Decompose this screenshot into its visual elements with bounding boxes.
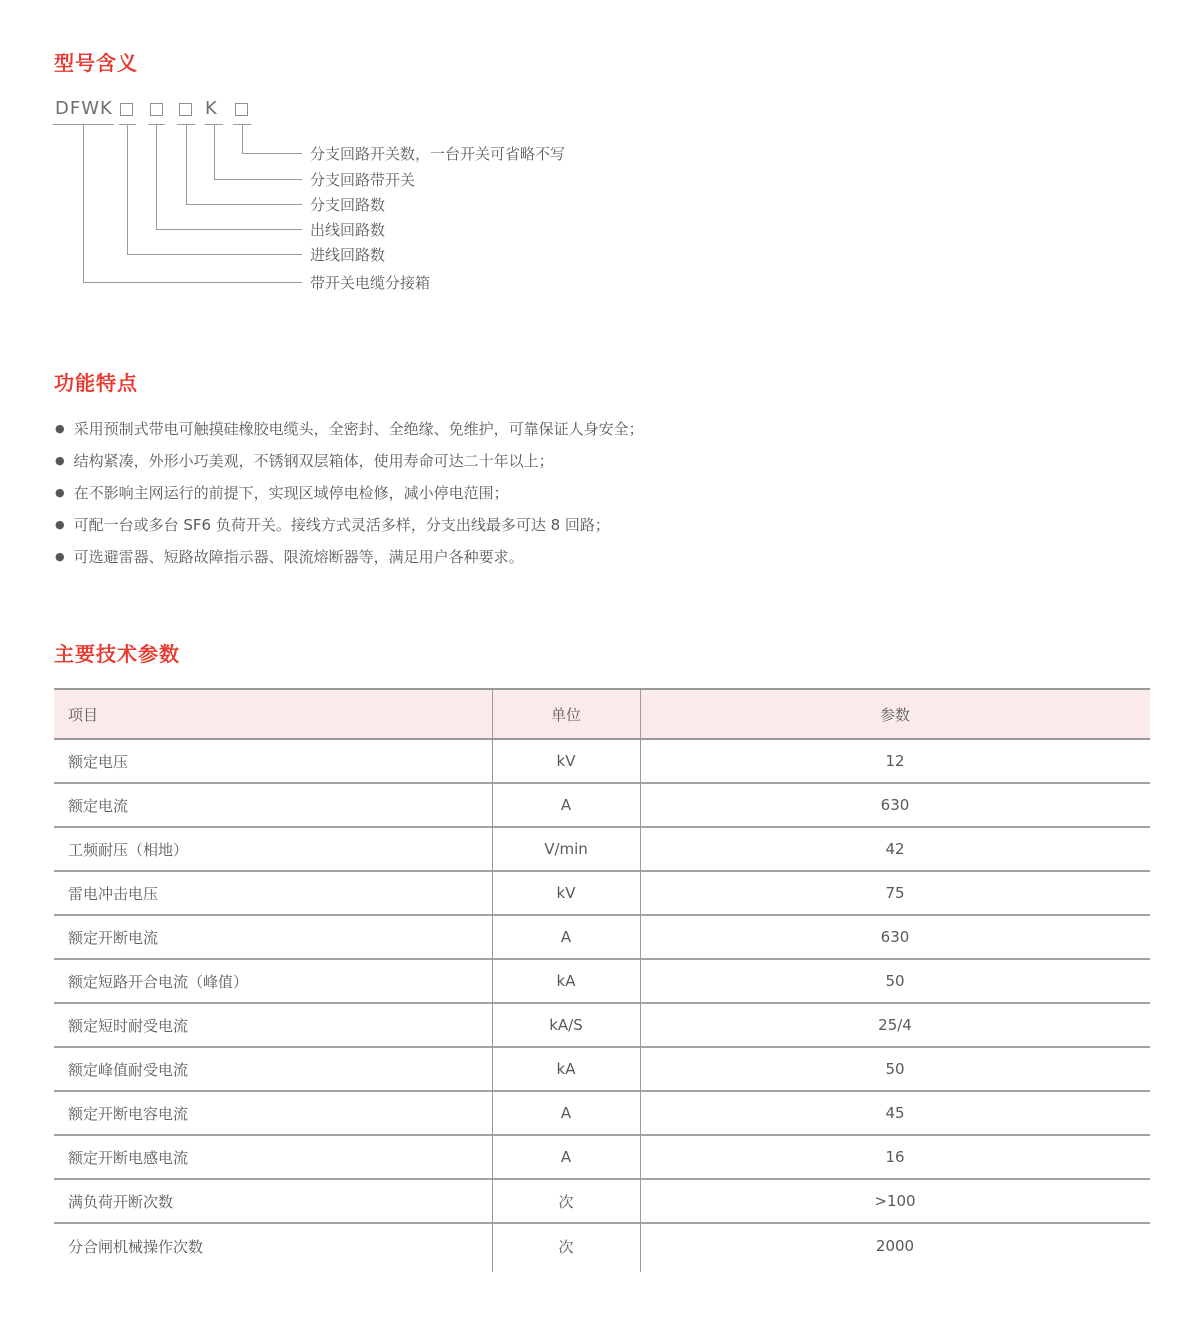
row-param-value: 75 [885, 884, 905, 902]
column-header-unit: 单位 [550, 705, 581, 724]
bullet-icon: ● [55, 453, 65, 467]
table-header-row [54, 688, 1150, 740]
table-row [54, 916, 1150, 960]
row-item-label: 雷电冲击电压 [68, 884, 159, 903]
row-param-value: 630 [880, 928, 910, 946]
row-item-label: 额定电流 [68, 796, 129, 815]
table-row [54, 1224, 1150, 1268]
table-row [54, 1136, 1150, 1180]
row-unit-value: A [560, 1148, 572, 1166]
row-item-label: 满负荷开断次数 [68, 1192, 174, 1211]
features-list [55, 412, 644, 572]
bullet-icon: ● [55, 485, 65, 499]
feature-text: 在不影响主网运行的前提下，实现区域停电检修，减小停电范围； [73, 483, 509, 502]
column-divider-2 [640, 688, 641, 1272]
column-header-param: 参数 [879, 705, 910, 724]
row-unit-value: A [560, 928, 572, 946]
feature-item [55, 476, 644, 508]
table-row [54, 828, 1150, 872]
table-row [54, 740, 1150, 784]
model-label-branch-switch-count: 分支回路开关数，一台开关可省略不写 [310, 145, 566, 163]
row-param-value: 50 [885, 1060, 905, 1078]
row-unit-value: kA [556, 1060, 576, 1078]
row-unit-value: 次 [558, 1237, 574, 1256]
row-item-label: 额定短时耐受电流 [68, 1016, 189, 1035]
row-item-label: 额定电压 [68, 752, 129, 771]
model-code-box-2 [150, 103, 163, 116]
row-param-value: 16 [885, 1148, 905, 1166]
row-item-label: 分合闸机械操作次数 [68, 1237, 204, 1256]
row-item-label: 额定峰值耐受电流 [68, 1060, 189, 1079]
row-unit-value: kA/S [549, 1016, 583, 1034]
section-title-parameters: 主要技术参数 [54, 642, 180, 666]
parameters-table [54, 688, 1150, 1272]
section-title-model-meaning: 型号含义 [54, 51, 138, 75]
model-code-letter-k: K [205, 98, 218, 119]
row-item-label: 额定开断电感电流 [68, 1148, 189, 1167]
model-code-prefix: DFWK [55, 98, 113, 119]
table-row [54, 1048, 1150, 1092]
feature-item [55, 412, 644, 444]
feature-item [55, 508, 644, 540]
row-unit-value: kV [556, 752, 576, 770]
model-label-branch-with-switch: 分支回路带开关 [310, 171, 416, 189]
row-param-value: 2000 [875, 1237, 915, 1255]
feature-text: 可选避雷器、短路故障指示器、限流熔断器等，满足用户各种要求。 [73, 547, 524, 566]
row-unit-value: 次 [558, 1192, 574, 1211]
feature-text: 结构紧凑，外形小巧美观，不锈钢双层箱体，使用寿命可达二十年以上； [73, 451, 554, 470]
row-param-value: 12 [885, 752, 905, 770]
model-code-box-4 [235, 103, 248, 116]
table-row [54, 960, 1150, 1004]
model-label-incoming-circuits: 进线回路数 [310, 246, 386, 264]
row-param-value: 45 [885, 1104, 905, 1122]
row-unit-value: kA [556, 972, 576, 990]
row-param-value: 42 [885, 840, 905, 858]
model-code-box-3 [179, 103, 192, 116]
column-header-item: 项目 [68, 705, 99, 724]
model-label-cable-branch-box: 带开关电缆分接箱 [310, 274, 431, 292]
row-item-label: 额定短路开合电流（峰值） [68, 972, 249, 991]
model-code-box-1 [120, 103, 133, 116]
table-row [54, 784, 1150, 828]
row-unit-value: A [560, 796, 572, 814]
row-unit-value: A [560, 1104, 572, 1122]
row-unit-value: V/min [544, 840, 588, 858]
row-param-value: 50 [885, 972, 905, 990]
row-unit-value: kV [556, 884, 576, 902]
table-row [54, 1004, 1150, 1048]
row-item-label: 额定开断电容电流 [68, 1104, 189, 1123]
row-param-value: >100 [874, 1192, 916, 1210]
bullet-icon: ● [55, 517, 65, 531]
column-divider-1 [492, 688, 493, 1272]
table-row [54, 1180, 1150, 1224]
feature-text: 可配一台或多台 SF6 负荷开关。接线方式灵活多样，分支出线最多可达 8 回路； [73, 515, 610, 534]
section-title-features: 功能特点 [54, 371, 138, 395]
table-row [54, 872, 1150, 916]
row-param-value: 25/4 [878, 1016, 912, 1034]
connector-line-dfwk [83, 124, 302, 283]
row-param-value: 630 [880, 796, 910, 814]
model-label-outgoing-circuits: 出线回路数 [310, 221, 386, 239]
table-row [54, 1092, 1150, 1136]
bullet-icon: ● [55, 421, 65, 435]
bullet-icon: ● [55, 549, 65, 563]
feature-item [55, 540, 644, 572]
row-item-label: 工频耐压（相地） [68, 840, 189, 859]
model-label-branch-circuits: 分支回路数 [310, 196, 386, 214]
feature-text: 采用预制式带电可触摸硅橡胶电缆头，全密封、全绝缘、免维护，可靠保证人身安全； [73, 419, 644, 438]
feature-item [55, 444, 644, 476]
row-item-label: 额定开断电流 [68, 928, 159, 947]
